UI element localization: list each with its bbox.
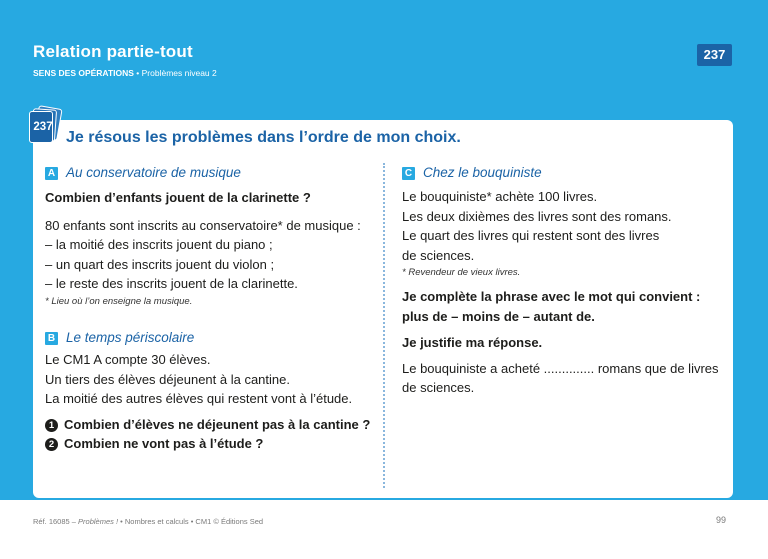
question-text-1: Combien d’élèves ne déjeunent pas à la cantine ? [64, 416, 371, 432]
footer-ref-prefix: Réf. 16085 – [33, 517, 79, 526]
section-a-line: – le reste des inscrits jouent de la clarinette. [45, 276, 298, 291]
footer-page-number: 99 [716, 515, 727, 525]
section-c-line: Les deux dixièmes des livres sont des romans. [402, 208, 672, 224]
subtitle-level: • Problèmes niveau 2 [133, 68, 217, 78]
section-c-letter: C [402, 167, 415, 180]
section-a-question: Combien d’enfants jouent de la clarinette ? [45, 190, 311, 205]
section-c-line: Le quart des livres qui restent sont des livres [402, 228, 660, 243]
section-b [45, 329, 370, 454]
section-a-title: Au conservatoire de musique [66, 165, 241, 181]
section-c-sentence: de sciences. [402, 380, 475, 395]
cards-icon [28, 107, 60, 145]
section-c-sentence: Le bouquiniste a acheté .............. romans que de livres [402, 360, 719, 376]
exercise-badge: 237 [697, 44, 732, 66]
section-b-title: Le temps périscolaire [66, 330, 195, 346]
question-number-2: 2 [45, 438, 58, 451]
subtitle-category: SENS DES OPÉRATIONS [33, 68, 134, 78]
page-title: Relation partie-tout [33, 42, 193, 61]
exercise-number: 237 [33, 121, 53, 133]
section-b-question-2 [45, 434, 370, 454]
section-a-line: 80 enfants sont inscrits au conservatoire* de musique : [45, 217, 361, 233]
section-b-question-1 [45, 415, 370, 435]
column-divider [383, 163, 385, 488]
page-subtitle [33, 68, 217, 78]
section-c-task: plus de – moins de – autant de. [402, 308, 595, 324]
section-c-line: Le bouquiniste* achète 100 livres. [402, 189, 598, 204]
section-c-line: de sciences. [402, 247, 475, 263]
section-c-note: * Revendeur de vieux livres. [402, 267, 521, 278]
section-a-letter: A [45, 167, 58, 180]
section-b-line: La moitié des autres élèves qui restent vont à l’étude. [45, 391, 353, 406]
section-c-justify: Je justifie ma réponse. [402, 335, 543, 350]
exercise-instruction: Je résous les problèmes dans l’ordre de mon choix. [66, 129, 461, 146]
section-a-line: – un quart des inscrits jouent du violon ; [45, 256, 275, 272]
section-a-line: – la moitié des inscrits jouent du piano ; [45, 237, 273, 252]
section-b-line: Le CM1 A compte 30 élèves. [45, 352, 211, 367]
section-a-note: * Lieu où l’on enseigne la musique. [45, 295, 193, 307]
question-number-1: 1 [45, 419, 58, 432]
question-text-2: Combien ne vont pas à l’étude ? [64, 436, 264, 451]
footer-ref-book: Problèmes ! [78, 517, 119, 526]
footer-ref-rest: • Nombres et calculs • CM1 © Éditions Sed [118, 517, 264, 526]
footer-reference [33, 517, 263, 526]
section-c-task: Je complète la phrase avec le mot qui convient : [402, 289, 701, 304]
section-b-line: Un tiers des élèves déjeunent à la cantine. [45, 371, 290, 387]
section-c [402, 164, 719, 398]
section-b-letter: B [45, 332, 58, 345]
section-a [45, 164, 361, 309]
section-c-title: Chez le bouquiniste [423, 165, 542, 181]
